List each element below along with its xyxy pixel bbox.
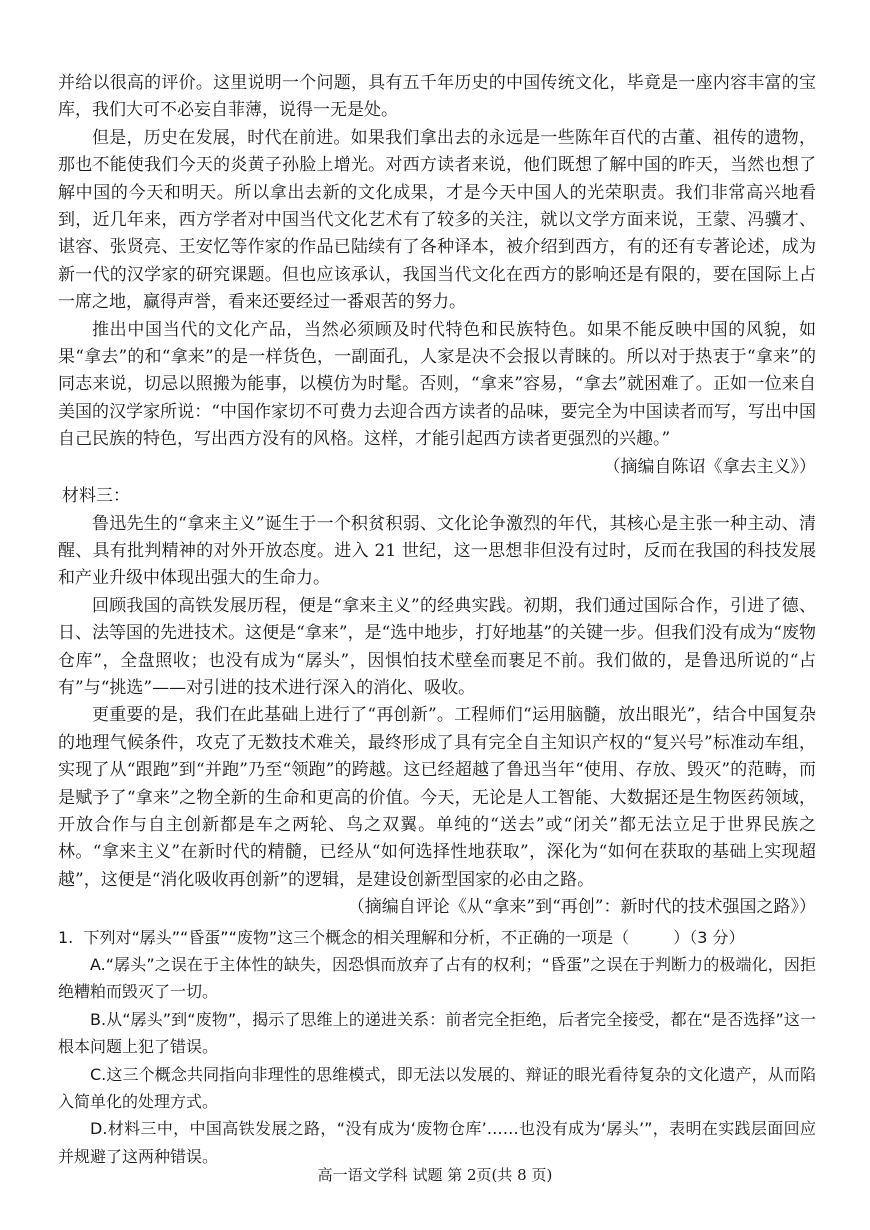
page-footer: 高一语文学科 试题 第 2页(共 8 页) bbox=[317, 1166, 553, 1184]
question-number: 1. bbox=[58, 927, 74, 947]
paragraph: 回顾我国的高铁发展历程，便是“拿来主义”的经典实践。初期，我们通过国际合作，引进了德、日、法等国的先进技术。这便是“拿来”，是“选中地步，打好地基”的关键一步。但我们没有成为“废物仓库”，全盘照收；也没有成为“孱头”，因惧怕技术壁垒而裹足不前。我们做的，是鲁迅所说的“占有”与“挑选”——对引进的技术进行深入的消化、吸收。 bbox=[58, 595, 816, 698]
paragraph: 并给以很高的评价。这里说明一个问题，具有五千年历史的中国传统文化，毕竟是一座内容丰富的宝库，我们大可不必妄自菲薄，说得一无是处。 bbox=[58, 73, 816, 121]
option-d: D.材料三中，中国高铁发展之路，“没有成为‘废物仓库’……也没有成为‘孱头’”，表明在实践层面回应并规避了这两种错误。 bbox=[58, 1119, 816, 1166]
question-stem bbox=[58, 924, 816, 951]
material-label: 材料三： bbox=[62, 486, 130, 507]
paragraph: 推出中国当代的文化产品，当然必须顾及时代特色和民族特色。如果不能反映中国的风貌，如果“拿去”的和“拿来”的是一样货色，一副面孔，人家是决不会报以青睐的。所以对于热衷于“拿来”的同志来说，切忌以照搬为能事，以模仿为时髦。否则，“拿来”容易，“拿去”就困难了。正如一位来自美国的汉学家所说：“中国作家切不可费力去迎合西方读者的品味，要完全为中国读者而写，写出中国自己民族的特色，写出西方没有的风格。这样，才能引起西方读者更强烈的兴趣。” bbox=[58, 319, 816, 450]
question-text: 下列对“孱头”“昏蛋”“废物”这三个概念的相关理解和分析，不正确的一项是（ bbox=[83, 927, 630, 947]
option-a: A.“孱头”之误在于主体性的缺失，因恐惧而放弃了占有的权利；“昏蛋”之误在于判断力的极端化，因拒绝糟粕而毁灭了一切。 bbox=[58, 955, 816, 1002]
source-citation: （摘编自陈诏《拿去主义》） bbox=[603, 456, 816, 477]
paragraph: 但是，历史在发展，时代在前进。如果我们拿出去的永远是一些陈年百代的古董、祖传的遗物，那也不能使我们今天的炎黄子孙脸上增光。对西方读者来说，他们既想了解中国的昨天，当然也想了解中国的今天和明天。所以拿出去新的文化成果，才是今天中国人的光荣职责。我们非常高兴地看到，近几年来，西方学者对中国当代文化艺术有了较多的关注，就以文学方面来说，王蒙、冯骥才、谌容、张贤亮、王安忆等作家的作品已陆续有了各种译本，被介绍到西方，有的还有专著论述，成为新一代的汉学家的研究课题。但也应该承认，我国当代文化在西方的影响还是有限的，要在国际上占一席之地，赢得声誉，看来还要经过一番艰苦的努力。 bbox=[58, 127, 816, 313]
option-c: C.这三个概念共同指向非理性的思维模式，即无法以发展的、辩证的眼光看待复杂的文化遗产，从而陷入简单化的处理方式。 bbox=[58, 1064, 816, 1112]
exam-page bbox=[58, 70, 816, 1170]
paragraph: 更重要的是，我们在此基础上进行了“再创新”。工程师们“运用脑髓，放出眼光”，结合中国复杂的地理气候条件，攻克了无数技术难关，最终形成了具有完全自主知识产权的“复兴号”标准动车组，实现了从“跟跑”到“并跑”乃至“领跑”的跨越。这已经超越了鲁迅当年“使用、存放、毁灭”的范畴，而是赋予了“拿来”之物全新的生命和更高的价值。今天，无论是人工智能、大数据还是生物医药领域，开放合作与自主创新都是车之两轮、鸟之双翼。单纯的“送去”或“闭关”都无法立足于世界民族之林。“拿来主义”在新时代的精髓，已经从“如何选择性地获取”，深化为“如何在获取的基础上实现超越”，这便是“消化吸收再创新”的逻辑，是建设创新型国家的必由之路。 bbox=[58, 705, 816, 890]
option-b: B.从“孱头”到“废物”，揭示了思维上的递进关系：前者完全拒绝，后者完全接受，都在“是否选择”这一根本问题上犯了错误。 bbox=[58, 1009, 816, 1057]
paragraph: 鲁迅先生的“拿来主义”诞生于一个积贫积弱、文化论争激烈的年代，其核心是主张一种主动、清醒、具有批判精神的对外开放态度。进入 21 世纪，这一思想非但没有过时，反而在我国的科技发展和产业升级中体现出强大的生命力。 bbox=[58, 513, 816, 589]
question-score: ）（3 分） bbox=[673, 927, 745, 947]
source-citation: （摘编自评论《从“拿来”到“再创”：新时代的技术强国之路》） bbox=[347, 897, 816, 918]
